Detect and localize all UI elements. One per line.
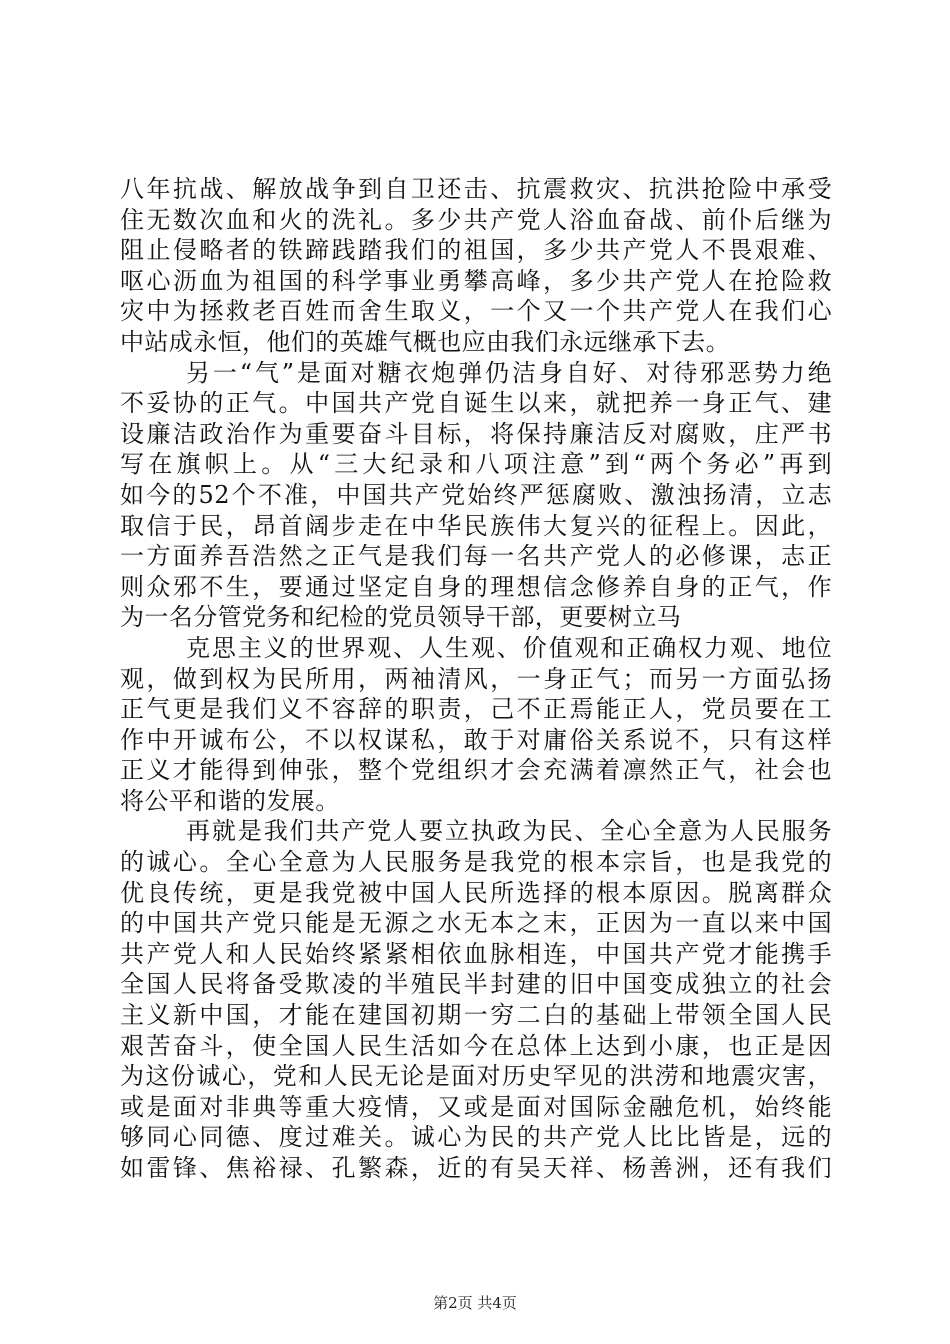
text-line: 中站成永恒，他们的英雄气概也应由我们永远继承下去。 xyxy=(120,327,730,356)
text-line: 主义新中国，才能在建国初期一穷二白的基础上带领全国人民 xyxy=(120,1001,832,1030)
text-line: 灾中为拯救老百姓而舍生取义，一个又一个共产党人在我们心 xyxy=(120,297,832,326)
text-line: 够同心同德、度过难关。诚心为民的共产党人比比皆是，远的 xyxy=(120,1123,832,1152)
text-line: 呕心沥血为祖国的科学事业勇攀高峰，多少共产党人在抢险救 xyxy=(120,266,832,295)
text-line: 取信于民，昂首阔步走在中华民族伟大复兴的征程上。因此， xyxy=(120,511,832,540)
document-body xyxy=(120,174,832,1184)
text-line: 克思主义的世界观、人生观、价值观和正确权力观、地位 xyxy=(186,633,832,662)
text-line: 另一“气”是面对糖衣炮弹仍洁身自好、对待邪恶势力绝 xyxy=(186,358,832,387)
paragraph xyxy=(120,633,832,817)
text-line: 优良传统，更是我党被中国人民所选择的根本原因。脱离群众 xyxy=(120,878,832,907)
text-line: 的中国共产党只能是无源之水无本之末，正因为一直以来中国 xyxy=(120,909,832,938)
text-line: 全国人民将备受欺凌的半殖民半封建的旧中国变成独立的社会 xyxy=(120,970,832,999)
text-line: 如今的52个不准，中国共产党始终严惩腐败、激浊扬清，立志 xyxy=(120,480,832,509)
text-line: 的诚心。全心全意为人民服务是我党的根本宗旨，也是我党的 xyxy=(120,848,832,877)
paragraph xyxy=(120,358,832,633)
text-line: 设廉洁政治作为重要奋斗目标，将保持廉洁反对腐败，庄严书 xyxy=(120,419,832,448)
text-line: 再就是我们共产党人要立执政为民、全心全意为人民服务 xyxy=(186,817,832,846)
text-line: 正气更是我们义不容辞的职责，己不正焉能正人，党员要在工 xyxy=(120,695,832,724)
text-line: 观，做到权为民所用，两袖清风，一身正气；而另一方面弘扬 xyxy=(120,664,832,693)
text-line: 为这份诚心，党和人民无论是面对历史罕见的洪涝和地震灾害， xyxy=(120,1062,832,1091)
text-line: 一方面养吾浩然之正气是我们每一名共产党人的必修课，志正 xyxy=(120,542,832,571)
paragraph xyxy=(120,174,832,358)
text-line: 写在旗帜上。从“三大纪录和八项注意”到“两个务必”再到 xyxy=(120,450,832,479)
text-line: 则众邪不生，要通过坚定自身的理想信念修养自身的正气，作 xyxy=(120,572,832,601)
text-line: 将公平和谐的发展。 xyxy=(120,786,340,815)
page-footer: 第2页 共4页 xyxy=(433,1294,517,1312)
text-line: 共产党人和人民始终紧紧相依血脉相连，中国共产党才能携手 xyxy=(120,939,832,968)
text-line: 艰苦奋斗，使全国人民生活如今在总体上达到小康，也正是因 xyxy=(120,1031,832,1060)
text-line: 或是面对非典等重大疫情，又或是面对国际金融危机，始终能 xyxy=(120,1092,832,1121)
text-line: 作中开诚布公，不以权谋私，敢于对庸俗关系说不，只有这样 xyxy=(120,725,832,754)
text-line: 阻止侵略者的铁蹄践踏我们的祖国，多少共产党人不畏艰难、 xyxy=(120,236,832,265)
paragraph xyxy=(120,816,832,1183)
text-line: 为一名分管党务和纪检的党员领导干部，更要树立马 xyxy=(120,603,682,632)
text-line: 正义才能得到伸张，整个党组织才会充满着凛然正气，社会也 xyxy=(120,756,832,785)
text-line: 如雷锋、焦裕禄、孔繁森，近的有吴天祥、杨善洲，还有我们 xyxy=(120,1154,832,1182)
text-line: 不妥协的正气。中国共产党自诞生以来，就把养一身正气、建 xyxy=(120,389,832,418)
text-line: 八年抗战、解放战争到自卫还击、抗震救灾、抗洪抢险中承受 xyxy=(120,175,832,203)
text-line: 住无数次血和火的洗礼。多少共产党人浴血奋战、前仆后继为 xyxy=(120,205,832,234)
